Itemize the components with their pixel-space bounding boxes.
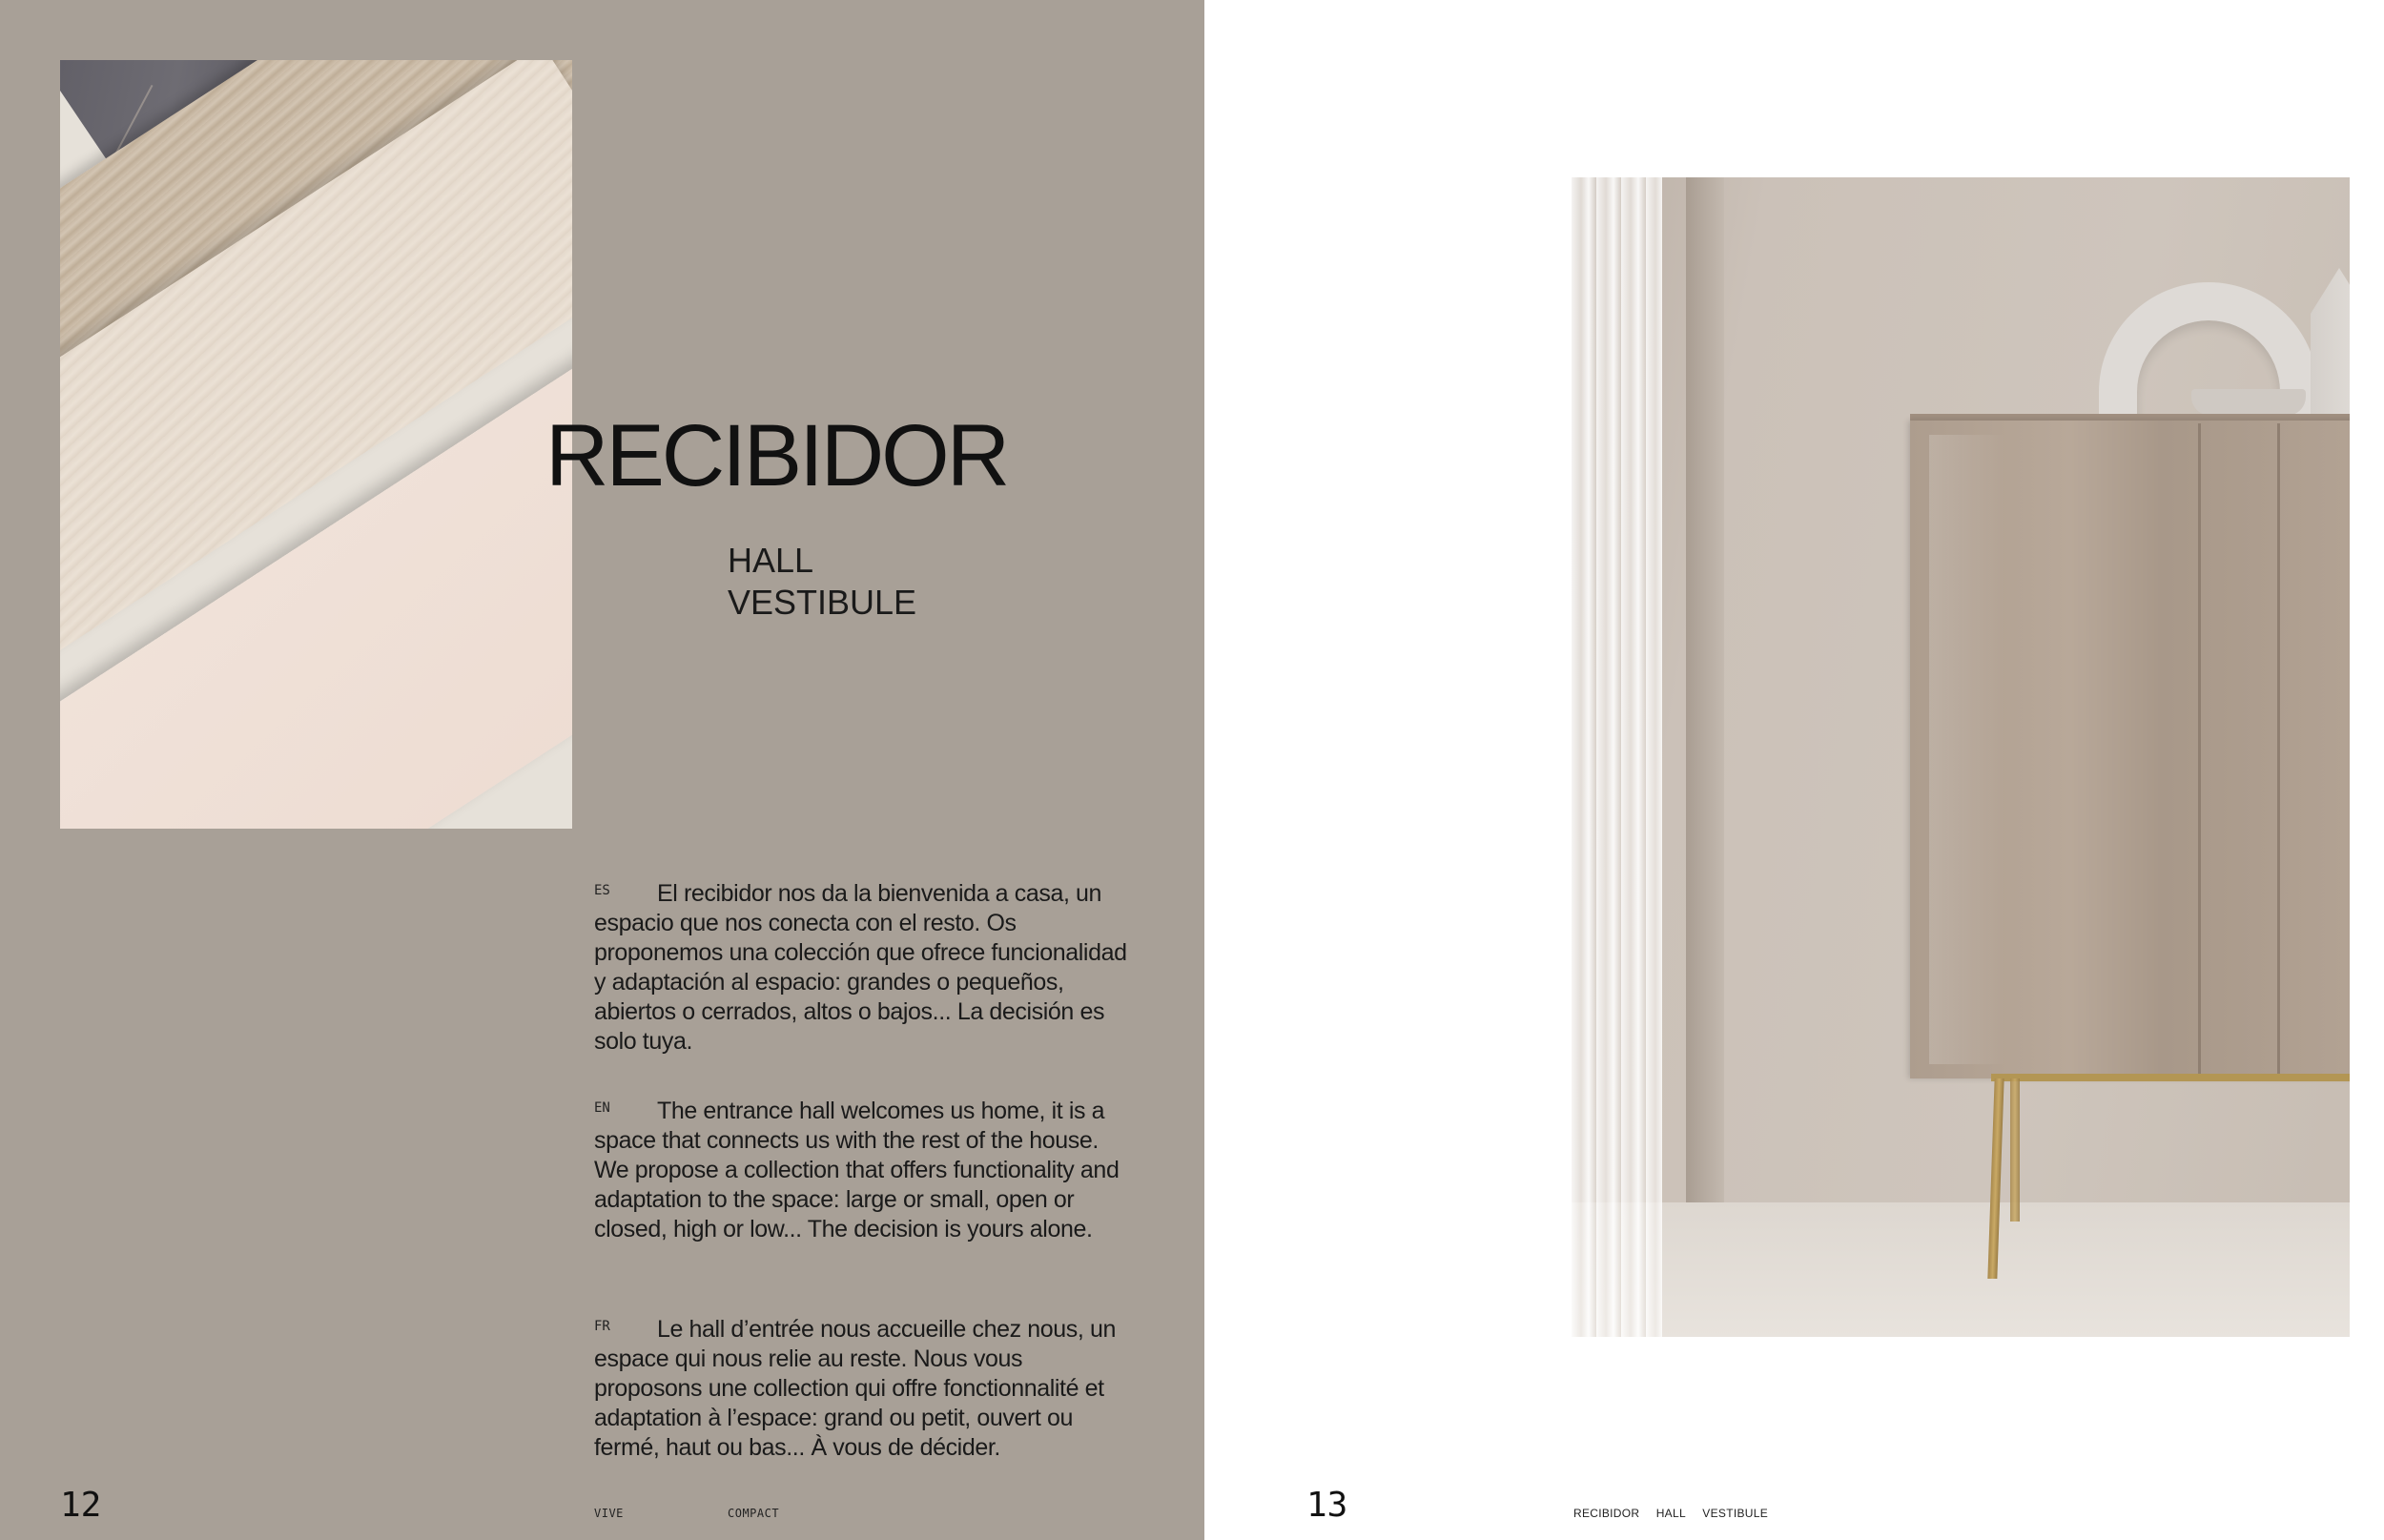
cabinet-leg-rail <box>1991 1074 2350 1081</box>
floor <box>1572 1202 2350 1337</box>
language-tag-es: ES <box>594 883 610 898</box>
page-title: RECIBIDOR <box>545 407 1008 504</box>
cabinet-door-seam <box>2277 423 2280 1078</box>
body-text-es: El recibidor nos da la bienvenida a casa, un espacio que nos conecta con el resto. Os proponemos una colección que ofrece funcionalidad y adaptación al espacio: grandes o pequeños, abiertos o cerrados, altos o bajos... La decisión es solo tuya. <box>594 880 1127 1055</box>
alcove-shadow <box>1686 177 1724 1207</box>
text-block-es <box>594 879 1128 1057</box>
footer-section-nav <box>1573 1507 1781 1520</box>
sheer-curtain <box>1572 177 1662 1337</box>
footer-nav-vestibule: VESTIBULE <box>1702 1507 1769 1520</box>
text-block-en <box>594 1097 1128 1244</box>
footer-nav-hall: HALL <box>1655 1507 1686 1520</box>
language-tag-en: EN <box>594 1100 610 1116</box>
hall-cabinet-photo <box>1572 177 2350 1337</box>
decorative-bowl <box>2191 389 2306 416</box>
cabinet-door-seam <box>2198 423 2201 1078</box>
footer-collection: COMPACT <box>728 1507 780 1520</box>
page-number-right: 13 <box>1306 1486 1348 1525</box>
cabinet-leg <box>2010 1078 2020 1222</box>
body-text-fr: Le hall d’entrée nous accueille chez nous, un espace qui nous relie au reste. Nous vous proposons une collection qui offre fonctionnalité et adaptation à l’espace: grand ou petit, ouvert ou fermé, haut ou bas... À vous de décider. <box>594 1316 1116 1461</box>
language-tag-fr: FR <box>594 1319 610 1334</box>
text-block-fr <box>594 1315 1128 1463</box>
material-swatches-photo <box>60 60 572 829</box>
footer-brand: VIVE <box>594 1507 624 1520</box>
page-number-left: 12 <box>60 1486 102 1525</box>
subtitle-vestibule: VESTIBULE <box>728 583 917 622</box>
cabinet-reflection <box>1929 435 2005 1064</box>
subtitle-hall: HALL <box>728 541 814 580</box>
body-text-en: The entrance hall welcomes us home, it is a space that connects us with the rest of the house. We propose a collection that offers functionality and adaptation to the space: large or small, open or closed, high or low... The decision is yours alone. <box>594 1098 1120 1242</box>
footer-nav-recibidor: RECIBIDOR <box>1573 1507 1640 1520</box>
subtitles <box>728 540 916 624</box>
